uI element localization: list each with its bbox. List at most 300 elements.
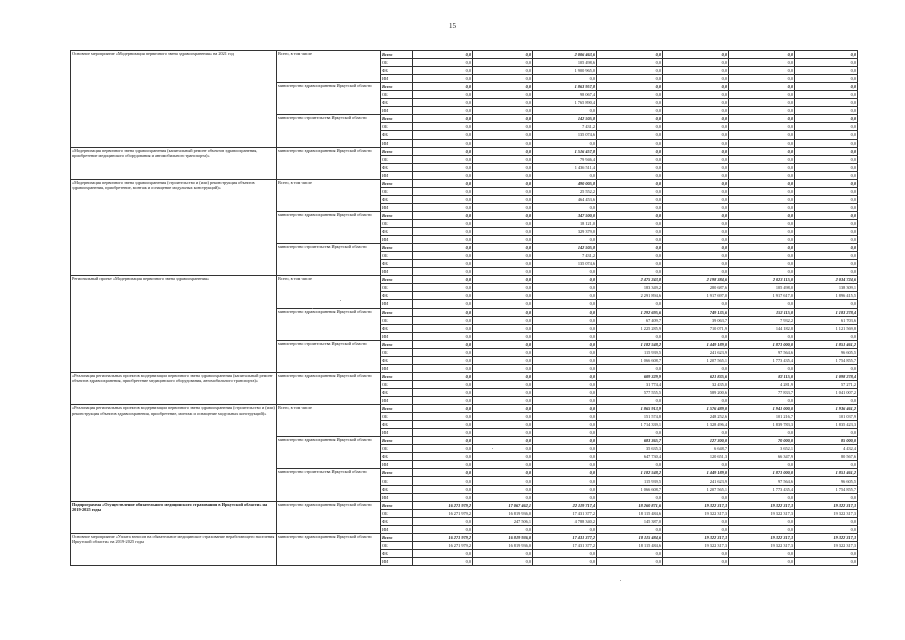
- amount-cell: 0,0: [729, 107, 795, 115]
- amount-cell: 0,0: [663, 557, 729, 565]
- amount-cell: 0,0: [413, 139, 473, 147]
- amount-cell: 0,0: [533, 469, 597, 477]
- funding-source: Всего: [381, 211, 413, 219]
- amount-cell: 39 063,7: [663, 316, 729, 324]
- amount-cell: 0,0: [729, 252, 795, 260]
- amount-cell: 0,0: [473, 332, 533, 340]
- amount-cell: 0,0: [413, 99, 473, 107]
- amount-cell: 1 900 965,0: [533, 67, 597, 75]
- funding-source: Всего: [381, 533, 413, 541]
- amount-cell: 7 932,2: [729, 316, 795, 324]
- amount-cell: 0,0: [597, 123, 663, 131]
- amount-cell: 35 635,3: [597, 445, 663, 453]
- amount-cell: 241 623,9: [663, 348, 729, 356]
- amount-cell: 1 207 565,1: [663, 485, 729, 493]
- amount-cell: 0,0: [729, 59, 795, 67]
- amount-cell: 17 431 377,2: [533, 541, 597, 549]
- responsible-executor: министерство строительства Иркутской области: [277, 469, 381, 501]
- amount-cell: 1 773 435,4: [729, 356, 795, 364]
- funding-source: ОБ: [381, 219, 413, 227]
- funding-source: ФБ: [381, 228, 413, 236]
- amount-cell: 0,0: [533, 300, 597, 308]
- amount-cell: 0,0: [473, 388, 533, 396]
- amount-cell: 0,0: [597, 364, 663, 372]
- amount-cell: 0,0: [795, 219, 858, 227]
- amount-cell: 0,0: [729, 429, 795, 437]
- amount-cell: 0,0: [473, 107, 533, 115]
- funding-source: ФБ: [381, 292, 413, 300]
- amount-cell: 0,0: [795, 123, 858, 131]
- amount-cell: 0,0: [663, 525, 729, 533]
- amount-cell: 609 329,9: [597, 372, 663, 380]
- amount-cell: 577 555,5: [597, 388, 663, 396]
- table-row: [71, 147, 858, 155]
- amount-cell: 0,0: [597, 155, 663, 163]
- funding-source: ИИ: [381, 493, 413, 501]
- amount-cell: 97 564,6: [729, 348, 795, 356]
- amount-cell: 0,0: [597, 300, 663, 308]
- amount-cell: 142 505,8: [533, 115, 597, 123]
- amount-cell: 127 300,0: [663, 437, 729, 445]
- amount-cell: 0,0: [533, 171, 597, 179]
- amount-cell: 749 135,6: [663, 308, 729, 316]
- amount-cell: 1 182 548,2: [597, 469, 663, 477]
- funding-source: ИИ: [381, 236, 413, 244]
- amount-cell: 16 271 979,2: [413, 533, 473, 541]
- amount-cell: 0,0: [597, 67, 663, 75]
- amount-cell: 0,0: [473, 300, 533, 308]
- amount-cell: 1 773 435,4: [729, 485, 795, 493]
- responsible-executor: министерство строительства Иркутской области: [277, 244, 381, 276]
- amount-cell: 0,0: [533, 445, 597, 453]
- amount-cell: 0,0: [533, 284, 597, 292]
- amount-cell: 0,0: [795, 429, 858, 437]
- amount-cell: 0,0: [413, 131, 473, 139]
- pencil-dot: [620, 580, 621, 581]
- amount-cell: 0,0: [413, 477, 473, 485]
- amount-cell: 1 865 913,9: [597, 405, 663, 413]
- table-row: [71, 51, 858, 59]
- amount-cell: 0,0: [413, 268, 473, 276]
- amount-cell: 0,0: [795, 83, 858, 91]
- amount-cell: 0,0: [533, 485, 597, 493]
- funding-source: ОБ: [381, 413, 413, 421]
- funding-source: ОБ: [381, 187, 413, 195]
- amount-cell: 0,0: [473, 437, 533, 445]
- amount-cell: 0,0: [597, 549, 663, 557]
- activity-name: Региональный проект «Модернизация первичного звена здравоохранения»: [71, 276, 277, 373]
- amount-cell: 1 121 569,8: [795, 324, 858, 332]
- amount-cell: 0,0: [473, 308, 533, 316]
- amount-cell: 0,0: [663, 83, 729, 91]
- amount-cell: 0,0: [795, 179, 858, 187]
- amount-cell: 0,0: [663, 429, 729, 437]
- amount-cell: 0,0: [795, 195, 858, 203]
- amount-cell: 0,0: [597, 171, 663, 179]
- amount-cell: 1 225 285,9: [597, 324, 663, 332]
- amount-cell: 0,0: [663, 171, 729, 179]
- amount-cell: 0,0: [795, 171, 858, 179]
- amount-cell: 0,0: [413, 308, 473, 316]
- amount-cell: 77 833,7: [729, 388, 795, 396]
- amount-cell: 32 435,0: [663, 380, 729, 388]
- amount-cell: 0,0: [729, 99, 795, 107]
- amount-cell: 0,0: [795, 203, 858, 211]
- amount-cell: 0,0: [663, 107, 729, 115]
- amount-cell: 0,0: [413, 107, 473, 115]
- amount-cell: 17 431 377,2: [533, 509, 597, 517]
- amount-cell: 1 871 000,0: [729, 340, 795, 348]
- amount-cell: 18 115 484,6: [597, 533, 663, 541]
- amount-cell: 0,0: [729, 203, 795, 211]
- activity-name: «Модернизация первичного звена здравоохранения (строительство и (или) реконструкция объектов здравоохранения, приобретение, монтаж и оснащение модульных конструкций)»: [71, 179, 277, 276]
- amount-cell: 0,0: [795, 364, 858, 372]
- amount-cell: 0,0: [597, 195, 663, 203]
- amount-cell: 80 567,6: [795, 453, 858, 461]
- amount-cell: 0,0: [795, 139, 858, 147]
- amount-cell: 70 000,0: [729, 437, 795, 445]
- amount-cell: 0,0: [729, 236, 795, 244]
- funding-source: ОБ: [381, 252, 413, 260]
- funding-source: Всего: [381, 469, 413, 477]
- responsible-executor: Всего, в том числе: [277, 276, 381, 308]
- funding-source: ОБ: [381, 316, 413, 324]
- funding-source: ОБ: [381, 91, 413, 99]
- amount-cell: 31 774,4: [597, 380, 663, 388]
- amount-cell: 0,0: [795, 107, 858, 115]
- amount-cell: 18 115 484,6: [597, 509, 663, 517]
- amount-cell: 0,0: [597, 252, 663, 260]
- table-row: [71, 372, 858, 380]
- amount-cell: 0,0: [597, 139, 663, 147]
- amount-cell: 0,0: [473, 477, 533, 485]
- amount-cell: 0,0: [413, 300, 473, 308]
- amount-cell: 0,0: [413, 429, 473, 437]
- amount-cell: 0,0: [473, 348, 533, 356]
- amount-cell: 0,0: [795, 211, 858, 219]
- amount-cell: 0,0: [663, 139, 729, 147]
- funding-source: ИИ: [381, 525, 413, 533]
- amount-cell: 19 322 317,3: [729, 533, 795, 541]
- amount-cell: 0,0: [533, 139, 597, 147]
- amount-cell: 0,0: [533, 380, 597, 388]
- amount-cell: 0,0: [473, 429, 533, 437]
- amount-cell: 18 121,0: [533, 219, 597, 227]
- amount-cell: 1 066 608,7: [597, 356, 663, 364]
- funding-source: ОБ: [381, 445, 413, 453]
- amount-cell: 0,0: [597, 260, 663, 268]
- amount-cell: 0,0: [473, 131, 533, 139]
- amount-cell: 16 819 936,0: [473, 509, 533, 517]
- amount-cell: 0,0: [795, 244, 858, 252]
- amount-cell: 0,0: [729, 525, 795, 533]
- amount-cell: 16 271 979,2: [413, 509, 473, 517]
- amount-cell: 0,0: [473, 324, 533, 332]
- amount-cell: 19 322 317,3: [795, 541, 858, 549]
- amount-cell: 85 000,0: [795, 437, 858, 445]
- amount-cell: 0,0: [533, 324, 597, 332]
- funding-source: Всего: [381, 115, 413, 123]
- amount-cell: 0,0: [413, 557, 473, 565]
- amount-cell: 19 322 317,3: [663, 533, 729, 541]
- amount-cell: 0,0: [473, 59, 533, 67]
- amount-cell: 0,0: [729, 123, 795, 131]
- amount-cell: 142 505,8: [533, 244, 597, 252]
- amount-cell: 0,0: [729, 461, 795, 469]
- amount-cell: 0,0: [533, 525, 597, 533]
- amount-cell: 0,0: [533, 493, 597, 501]
- funding-source: ФБ: [381, 195, 413, 203]
- amount-cell: 19 322 317,3: [663, 541, 729, 549]
- amount-cell: 0,0: [729, 493, 795, 501]
- funding-source: Всего: [381, 340, 413, 348]
- amount-cell: 0,0: [533, 348, 597, 356]
- amount-cell: 0,0: [473, 236, 533, 244]
- funding-source: ФБ: [381, 356, 413, 364]
- amount-cell: 0,0: [473, 268, 533, 276]
- amount-cell: 0,0: [533, 477, 597, 485]
- amount-cell: 1 896 415,5: [795, 292, 858, 300]
- amount-cell: 0,0: [413, 397, 473, 405]
- funding-source: Всего: [381, 437, 413, 445]
- amount-cell: 135 074,6: [533, 131, 597, 139]
- amount-cell: 0,0: [473, 372, 533, 380]
- amount-cell: 0,0: [473, 195, 533, 203]
- amount-cell: 0,0: [413, 340, 473, 348]
- amount-cell: 0,0: [413, 171, 473, 179]
- amount-cell: 152 115,0: [729, 308, 795, 316]
- amount-cell: 0,0: [413, 469, 473, 477]
- amount-cell: 0,0: [795, 147, 858, 155]
- table-row: [71, 533, 858, 541]
- activity-name: Основное мероприятие «Модернизация первичного звена здравоохранения» на 2021 год: [71, 51, 277, 148]
- funding-source: Всего: [381, 501, 413, 509]
- amount-cell: 0,0: [413, 51, 473, 59]
- funding-source: ОБ: [381, 284, 413, 292]
- amount-cell: 490 005,8: [533, 179, 597, 187]
- amount-cell: 0,0: [597, 219, 663, 227]
- amount-cell: 0,0: [473, 340, 533, 348]
- amount-cell: 2 034 724,6: [795, 276, 858, 284]
- amount-cell: 97 564,6: [729, 477, 795, 485]
- amount-cell: 183 349,2: [597, 284, 663, 292]
- amount-cell: 1 917 697,0: [663, 292, 729, 300]
- funding-source: ФБ: [381, 485, 413, 493]
- page-number: 15: [449, 22, 456, 30]
- amount-cell: 0,0: [729, 171, 795, 179]
- amount-cell: 0,0: [533, 372, 597, 380]
- amount-cell: 0,0: [663, 397, 729, 405]
- amount-cell: 0,0: [473, 99, 533, 107]
- amount-cell: 0,0: [597, 51, 663, 59]
- activity-name: Подпрограмма «Осуществление обязательного медицинского страхования в Иркутской области» на 2019-2025 годы: [71, 501, 277, 533]
- amount-cell: 0,0: [413, 163, 473, 171]
- funding-source: ИИ: [381, 364, 413, 372]
- amount-cell: 0,0: [413, 123, 473, 131]
- amount-cell: 19 322 317,3: [663, 509, 729, 517]
- amount-cell: 0,0: [663, 268, 729, 276]
- amount-cell: 647 730,4: [597, 453, 663, 461]
- amount-cell: 18 115 484,6: [597, 541, 663, 549]
- amount-cell: 248 252,6: [663, 413, 729, 421]
- responsible-executor: министерство здравоохранения Иркутской области: [277, 308, 381, 340]
- amount-cell: 0,0: [663, 332, 729, 340]
- responsible-executor: министерство здравоохранения Иркутской области: [277, 211, 381, 243]
- table-row: [71, 276, 858, 284]
- amount-cell: 0,0: [473, 147, 533, 155]
- amount-cell: 0,0: [413, 405, 473, 413]
- amount-cell: 25 552,2: [533, 187, 597, 195]
- amount-cell: 0,0: [473, 461, 533, 469]
- amount-cell: 101 216,7: [729, 413, 795, 421]
- amount-cell: 0,0: [795, 525, 858, 533]
- amount-cell: 0,0: [663, 131, 729, 139]
- amount-cell: 1 182 548,2: [597, 340, 663, 348]
- amount-cell: 0,0: [729, 332, 795, 340]
- funding-source: Всего: [381, 83, 413, 91]
- activity-name: «Реализация региональных проектов модернизации первичного звена здравоохранения (строительство и (или) реконструкция объектов здравоохранения, приобретение, монтаж и оснащение модульных конструкций)»: [71, 405, 277, 502]
- amount-cell: 0,0: [533, 388, 597, 396]
- amount-cell: 0,0: [795, 236, 858, 244]
- amount-cell: 621 835,6: [663, 372, 729, 380]
- amount-cell: 0,0: [795, 115, 858, 123]
- amount-cell: 0,0: [413, 91, 473, 99]
- amount-cell: 0,0: [597, 187, 663, 195]
- funding-source: ИИ: [381, 75, 413, 83]
- amount-cell: 1 292 695,6: [597, 308, 663, 316]
- amount-cell: 0,0: [663, 236, 729, 244]
- amount-cell: 0,0: [533, 292, 597, 300]
- amount-cell: 0,0: [413, 517, 473, 525]
- amount-cell: 0,0: [663, 147, 729, 155]
- amount-cell: 0,0: [413, 380, 473, 388]
- table-row: [71, 179, 858, 187]
- amount-cell: 1 936 461,2: [795, 405, 858, 413]
- amount-cell: 96 605,5: [795, 477, 858, 485]
- amount-cell: 0,0: [597, 131, 663, 139]
- amount-cell: 0,0: [795, 67, 858, 75]
- amount-cell: 0,0: [473, 115, 533, 123]
- amount-cell: 0,0: [473, 380, 533, 388]
- funding-source: Всего: [381, 405, 413, 413]
- amount-cell: 0,0: [729, 179, 795, 187]
- funding-source: ИИ: [381, 107, 413, 115]
- funding-source: ОБ: [381, 59, 413, 67]
- amount-cell: 1 754 855,7: [795, 485, 858, 493]
- amount-cell: 0,0: [413, 324, 473, 332]
- funding-source: ИИ: [381, 171, 413, 179]
- amount-cell: 0,0: [729, 91, 795, 99]
- amount-cell: 19 322 317,3: [795, 533, 858, 541]
- amount-cell: 2 198 384,6: [663, 276, 729, 284]
- amount-cell: 7 431,2: [533, 123, 597, 131]
- amount-cell: 0,0: [413, 67, 473, 75]
- amount-cell: 0,0: [795, 300, 858, 308]
- responsible-executor: Всего, в том числе: [277, 179, 381, 211]
- amount-cell: 0,0: [473, 284, 533, 292]
- funding-source: ФБ: [381, 99, 413, 107]
- amount-cell: 0,0: [533, 453, 597, 461]
- amount-cell: 0,0: [663, 252, 729, 260]
- amount-cell: 0,0: [597, 429, 663, 437]
- amount-cell: 2 023 115,0: [729, 276, 795, 284]
- amount-cell: 0,0: [413, 115, 473, 123]
- amount-cell: 0,0: [473, 51, 533, 59]
- amount-cell: 0,0: [473, 252, 533, 260]
- amount-cell: 0,0: [473, 67, 533, 75]
- amount-cell: 0,0: [663, 123, 729, 131]
- amount-cell: 0,0: [533, 429, 597, 437]
- amount-cell: 0,0: [795, 99, 858, 107]
- funding-source: Всего: [381, 147, 413, 155]
- amount-cell: 0,0: [473, 155, 533, 163]
- amount-cell: 0,0: [533, 268, 597, 276]
- amount-cell: 0,0: [533, 405, 597, 413]
- amount-cell: 0,0: [413, 203, 473, 211]
- amount-cell: 0,0: [413, 59, 473, 67]
- amount-cell: 0,0: [663, 219, 729, 227]
- amount-cell: 0,0: [729, 260, 795, 268]
- amount-cell: 16 271 979,2: [413, 501, 473, 509]
- table-row: [71, 405, 858, 413]
- amount-cell: 0,0: [795, 461, 858, 469]
- amount-cell: 0,0: [729, 300, 795, 308]
- funding-source: ФБ: [381, 67, 413, 75]
- amount-cell: 0,0: [473, 123, 533, 131]
- amount-cell: 0,0: [533, 340, 597, 348]
- amount-cell: 0,0: [663, 211, 729, 219]
- amount-cell: 0,0: [533, 316, 597, 324]
- amount-cell: 0,0: [729, 244, 795, 252]
- funding-source: ОБ: [381, 541, 413, 549]
- amount-cell: 1 183 278,4: [795, 308, 858, 316]
- amount-cell: 0,0: [473, 525, 533, 533]
- amount-cell: 19 322 317,3: [663, 501, 729, 509]
- amount-cell: 0,0: [413, 485, 473, 493]
- amount-cell: 464 453,6: [533, 195, 597, 203]
- funding-source: ФБ: [381, 163, 413, 171]
- activity-name: Основное мероприятие «Уплата взносов на обязательное медицинское страхование неработающего населения Иркутской области» на 2019-2025 годы: [71, 533, 277, 565]
- amount-cell: 138 309,1: [795, 284, 858, 292]
- amount-cell: 19 322 317,3: [729, 541, 795, 549]
- amount-cell: 0,0: [597, 557, 663, 565]
- amount-cell: 0,0: [729, 147, 795, 155]
- amount-cell: 0,0: [473, 453, 533, 461]
- amount-cell: 0,0: [473, 83, 533, 91]
- amount-cell: 67 409,7: [597, 316, 663, 324]
- amount-cell: 0,0: [729, 163, 795, 171]
- amount-cell: 0,0: [597, 211, 663, 219]
- responsible-executor: министерство здравоохранения Иркутской области: [277, 501, 381, 533]
- amount-cell: 0,0: [413, 372, 473, 380]
- amount-cell: 347 500,0: [533, 211, 597, 219]
- amount-cell: 0,0: [597, 115, 663, 123]
- amount-cell: 0,0: [533, 75, 597, 83]
- amount-cell: 115 939,5: [597, 348, 663, 356]
- amount-cell: 0,0: [413, 421, 473, 429]
- amount-cell: 0,0: [663, 517, 729, 525]
- amount-cell: 135 074,6: [533, 260, 597, 268]
- amount-cell: 0,0: [413, 155, 473, 163]
- amount-cell: 0,0: [597, 99, 663, 107]
- responsible-executor: министерство здравоохранения Иркутской области: [277, 83, 381, 115]
- amount-cell: 0,0: [663, 67, 729, 75]
- amount-cell: 0,0: [663, 115, 729, 123]
- funding-source: ФБ: [381, 453, 413, 461]
- funding-source: ФБ: [381, 324, 413, 332]
- amount-cell: 16 819 936,0: [473, 541, 533, 549]
- funding-source: ФБ: [381, 131, 413, 139]
